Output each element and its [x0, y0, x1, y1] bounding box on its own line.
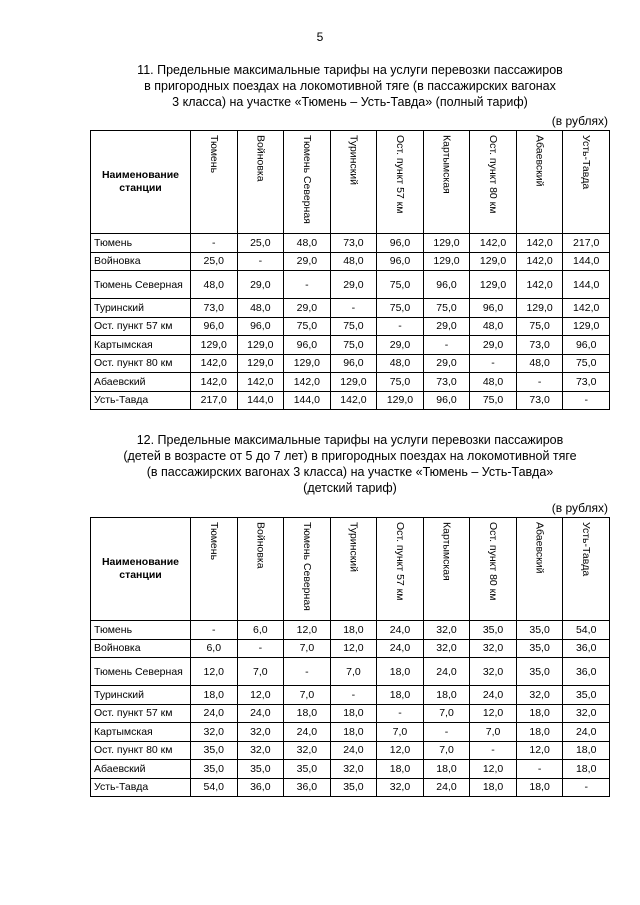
table1-title-line: в пригородных поездах на локомотивной тяге (в пассажирских вагонах — [144, 79, 556, 93]
fare-cell: 96,0 — [237, 317, 284, 336]
table1-units-label: (в рублях) — [551, 114, 608, 128]
fare-cell: 32,0 — [237, 741, 284, 760]
fare-cell: 54,0 — [191, 778, 238, 797]
fare-cell: 129,0 — [563, 317, 610, 336]
header-corner-line: Наименование — [101, 169, 180, 181]
fare-cell: 32,0 — [423, 639, 470, 658]
column-header-label: Картымская — [440, 135, 453, 194]
fare-cell: 18,0 — [377, 686, 424, 705]
fare-cell: 32,0 — [516, 686, 563, 705]
fare-cell: 35,0 — [191, 760, 238, 779]
column-header — [516, 131, 563, 234]
fare-cell: 35,0 — [516, 639, 563, 658]
table-row — [91, 723, 610, 742]
column-header — [284, 518, 331, 621]
fare-cell: 24,0 — [423, 778, 470, 797]
column-header — [191, 131, 238, 234]
table-row — [91, 299, 610, 318]
fare-cell: - — [516, 760, 563, 779]
fare-cell: 96,0 — [423, 391, 470, 410]
fare-cell: 32,0 — [423, 621, 470, 640]
column-header — [191, 518, 238, 621]
table-row — [91, 234, 610, 253]
fare-cell: 96,0 — [423, 271, 470, 299]
fare-cell: 129,0 — [470, 252, 517, 271]
fare-cell: 24,0 — [423, 658, 470, 686]
fare-cell: 129,0 — [470, 271, 517, 299]
table-row — [91, 639, 610, 658]
row-station-name: Тюмень — [91, 621, 191, 640]
table1-title-line: 3 класса) на участке «Тюмень – Усть-Тавда» (полный тариф) — [172, 95, 528, 109]
header-corner — [91, 131, 191, 234]
fare-cell: 48,0 — [470, 317, 517, 336]
header-corner-line: Наименование — [101, 556, 180, 568]
fare-cell: 35,0 — [470, 621, 517, 640]
fare-cell: 25,0 — [191, 252, 238, 271]
fare-cell: 48,0 — [284, 234, 331, 253]
table-row — [91, 686, 610, 705]
fare-cell: 32,0 — [563, 704, 610, 723]
table2-units-label: (в рублях) — [551, 501, 608, 515]
column-header — [284, 131, 331, 234]
fare-cell: 142,0 — [563, 299, 610, 318]
fare-cell: - — [191, 234, 238, 253]
fare-cell: 142,0 — [284, 373, 331, 392]
column-header — [377, 518, 424, 621]
fare-cell: 75,0 — [563, 354, 610, 373]
fare-cell: 24,0 — [237, 704, 284, 723]
row-station-name: Ост. пункт 57 км — [91, 704, 191, 723]
row-station-name: Войновка — [91, 252, 191, 271]
row-station-name: Абаевский — [91, 760, 191, 779]
column-header — [470, 131, 517, 234]
fare-cell: 32,0 — [284, 741, 331, 760]
fare-cell: 29,0 — [423, 317, 470, 336]
fare-cell: 32,0 — [191, 723, 238, 742]
fare-cell: 48,0 — [237, 299, 284, 318]
page-number: 5 — [316, 30, 324, 44]
row-station-name: Ост. пункт 80 км — [91, 354, 191, 373]
row-station-name: Картымская — [91, 336, 191, 355]
fare-cell: 12,0 — [470, 704, 517, 723]
row-station-name: Тюмень Северная — [91, 658, 191, 686]
fare-cell: 75,0 — [377, 271, 424, 299]
fare-cell: 24,0 — [377, 621, 424, 640]
table-row — [91, 373, 610, 392]
fare-cell: 7,0 — [423, 704, 470, 723]
table2-title-line: (в пассажирских вагонах 3 класса) на участке «Тюмень – Усть-Тавда» — [146, 465, 554, 479]
fare-cell: 29,0 — [470, 336, 517, 355]
fare-cell: 25,0 — [237, 234, 284, 253]
fare-cell: 18,0 — [470, 778, 517, 797]
row-station-name: Усть-Тавда — [91, 778, 191, 797]
fare-cell: 142,0 — [516, 234, 563, 253]
fare-cell: 7,0 — [284, 639, 331, 658]
table-row — [91, 391, 610, 410]
column-header-label: Усть-Тавда — [580, 135, 593, 190]
fare-cell: 142,0 — [237, 373, 284, 392]
fare-cell: 96,0 — [563, 336, 610, 355]
fare-cell: 18,0 — [377, 658, 424, 686]
fare-cell: 217,0 — [563, 234, 610, 253]
fare-cell: 129,0 — [237, 354, 284, 373]
header-corner-line: станции — [119, 182, 162, 194]
table-row — [91, 658, 610, 686]
fare-cell: 36,0 — [284, 778, 331, 797]
fare-cell: 7,0 — [237, 658, 284, 686]
fare-cell: 18,0 — [423, 760, 470, 779]
fare-cell: 24,0 — [377, 639, 424, 658]
table-row — [91, 271, 610, 299]
table-row — [91, 621, 610, 640]
fare-cell: 73,0 — [516, 391, 563, 410]
fare-cell: 35,0 — [516, 658, 563, 686]
fare-cell: 73,0 — [423, 373, 470, 392]
fare-cell: 75,0 — [516, 317, 563, 336]
fare-cell: 32,0 — [470, 639, 517, 658]
column-header-label: Ост. пункт 80 км — [487, 522, 500, 601]
table2-fare-table — [90, 517, 610, 797]
fare-cell: 36,0 — [237, 778, 284, 797]
fare-cell: - — [423, 723, 470, 742]
table1-title — [90, 62, 610, 110]
fare-cell: 35,0 — [563, 686, 610, 705]
fare-cell: - — [284, 271, 331, 299]
fare-cell: - — [237, 639, 284, 658]
fare-cell: 75,0 — [377, 373, 424, 392]
table-row — [91, 317, 610, 336]
table-row — [91, 778, 610, 797]
fare-cell: 18,0 — [423, 686, 470, 705]
column-header — [563, 131, 610, 234]
fare-cell: 24,0 — [470, 686, 517, 705]
fare-cell: 7,0 — [377, 723, 424, 742]
fare-cell: 29,0 — [423, 354, 470, 373]
fare-cell: 24,0 — [191, 704, 238, 723]
fare-cell: 144,0 — [563, 271, 610, 299]
fare-cell: 35,0 — [237, 760, 284, 779]
row-station-name: Тюмень Северная — [91, 271, 191, 299]
fare-cell: 18,0 — [284, 704, 331, 723]
fare-cell: 48,0 — [470, 373, 517, 392]
fare-cell: 73,0 — [191, 299, 238, 318]
fare-cell: 29,0 — [330, 271, 377, 299]
fare-cell: 96,0 — [191, 317, 238, 336]
fare-cell: 12,0 — [516, 741, 563, 760]
fare-cell: 142,0 — [330, 391, 377, 410]
fare-cell: 129,0 — [423, 252, 470, 271]
fare-cell: 18,0 — [191, 686, 238, 705]
fare-cell: 75,0 — [470, 391, 517, 410]
column-header-label: Усть-Тавда — [580, 522, 593, 577]
column-header — [237, 518, 284, 621]
fare-cell: 96,0 — [377, 234, 424, 253]
column-header-label: Картымская — [440, 522, 453, 581]
fare-cell: 73,0 — [563, 373, 610, 392]
fare-cell: - — [470, 741, 517, 760]
fare-cell: 12,0 — [237, 686, 284, 705]
table-row — [91, 252, 610, 271]
fare-cell: 36,0 — [563, 658, 610, 686]
header-corner — [91, 518, 191, 621]
fare-cell: 129,0 — [423, 234, 470, 253]
fare-cell: 32,0 — [377, 778, 424, 797]
fare-cell: 144,0 — [563, 252, 610, 271]
column-header — [563, 518, 610, 621]
fare-cell: 129,0 — [377, 391, 424, 410]
fare-cell: - — [191, 621, 238, 640]
column-header-label: Ост. пункт 57 км — [393, 135, 406, 214]
row-station-name: Войновка — [91, 639, 191, 658]
fare-cell: - — [470, 354, 517, 373]
fare-cell: 29,0 — [284, 299, 331, 318]
table2-title — [90, 432, 610, 496]
header-corner-line: станции — [119, 569, 162, 581]
column-header — [423, 131, 470, 234]
fare-cell: 96,0 — [470, 299, 517, 318]
fare-cell: 32,0 — [330, 760, 377, 779]
fare-cell: 29,0 — [237, 271, 284, 299]
fare-cell: 6,0 — [191, 639, 238, 658]
fare-cell: 35,0 — [330, 778, 377, 797]
fare-cell: 18,0 — [330, 723, 377, 742]
fare-cell: 12,0 — [191, 658, 238, 686]
fare-cell: 18,0 — [330, 621, 377, 640]
table-row — [91, 741, 610, 760]
column-header-label: Тюмень — [207, 135, 220, 174]
row-station-name: Усть-Тавда — [91, 391, 191, 410]
fare-cell: 36,0 — [563, 639, 610, 658]
fare-cell: 18,0 — [516, 723, 563, 742]
fare-cell: 24,0 — [284, 723, 331, 742]
column-header-label: Тюмень Северная — [300, 522, 313, 611]
table1-title-line: 11. Предельные максимальные тарифы на услуги перевозки пассажиров — [137, 63, 563, 77]
column-header-label: Абаевский — [533, 522, 546, 574]
fare-cell: 129,0 — [191, 336, 238, 355]
column-header — [470, 518, 517, 621]
fare-cell: - — [563, 391, 610, 410]
fare-cell: 18,0 — [377, 760, 424, 779]
column-header-label: Абаевский — [533, 135, 546, 187]
fare-cell: 6,0 — [237, 621, 284, 640]
column-header-label: Тюмень — [207, 522, 220, 561]
row-station-name: Туринский — [91, 299, 191, 318]
fare-cell: 73,0 — [330, 234, 377, 253]
fare-cell: 12,0 — [330, 639, 377, 658]
row-station-name: Тюмень — [91, 234, 191, 253]
fare-cell: 96,0 — [330, 354, 377, 373]
fare-cell: 75,0 — [377, 299, 424, 318]
column-header-label: Туринский — [347, 135, 360, 186]
fare-cell: 18,0 — [563, 760, 610, 779]
fare-cell: 142,0 — [516, 252, 563, 271]
fare-cell: 54,0 — [563, 621, 610, 640]
fare-cell: 12,0 — [284, 621, 331, 640]
column-header — [423, 518, 470, 621]
row-station-name: Туринский — [91, 686, 191, 705]
column-header — [330, 518, 377, 621]
fare-cell: 18,0 — [516, 778, 563, 797]
fare-cell: 35,0 — [191, 741, 238, 760]
table-row — [91, 760, 610, 779]
fare-cell: 142,0 — [470, 234, 517, 253]
fare-cell: 7,0 — [284, 686, 331, 705]
fare-cell: 75,0 — [330, 317, 377, 336]
fare-cell: 129,0 — [284, 354, 331, 373]
table-row — [91, 336, 610, 355]
fare-cell: 96,0 — [284, 336, 331, 355]
fare-cell: 24,0 — [563, 723, 610, 742]
column-header — [330, 131, 377, 234]
fare-cell: 144,0 — [284, 391, 331, 410]
fare-cell: 96,0 — [377, 252, 424, 271]
fare-cell: 73,0 — [516, 336, 563, 355]
fare-cell: 35,0 — [284, 760, 331, 779]
fare-cell: - — [377, 317, 424, 336]
fare-cell: 48,0 — [516, 354, 563, 373]
fare-cell: - — [330, 299, 377, 318]
fare-cell: 18,0 — [516, 704, 563, 723]
fare-cell: 75,0 — [423, 299, 470, 318]
column-header-label: Войновка — [254, 135, 267, 182]
fare-cell: - — [330, 686, 377, 705]
fare-cell: 32,0 — [237, 723, 284, 742]
fare-cell: 18,0 — [330, 704, 377, 723]
fare-cell: - — [377, 704, 424, 723]
fare-cell: 48,0 — [330, 252, 377, 271]
fare-cell: 75,0 — [284, 317, 331, 336]
fare-cell: 217,0 — [191, 391, 238, 410]
table1-fare-table — [90, 130, 610, 410]
fare-cell: 48,0 — [377, 354, 424, 373]
fare-cell: 24,0 — [330, 741, 377, 760]
column-header-label: Ост. пункт 80 км — [487, 135, 500, 214]
row-station-name: Ост. пункт 57 км — [91, 317, 191, 336]
fare-cell: 142,0 — [191, 373, 238, 392]
fare-cell: 29,0 — [377, 336, 424, 355]
row-station-name: Абаевский — [91, 373, 191, 392]
fare-cell: - — [237, 252, 284, 271]
fare-cell: 48,0 — [191, 271, 238, 299]
table2-title-line: 12. Предельные максимальные тарифы на услуги перевозки пассажиров — [136, 433, 564, 447]
column-header-label: Туринский — [347, 522, 360, 573]
fare-cell: 12,0 — [470, 760, 517, 779]
fare-cell: 142,0 — [516, 271, 563, 299]
column-header — [377, 131, 424, 234]
fare-cell: 29,0 — [284, 252, 331, 271]
fare-cell: - — [423, 336, 470, 355]
column-header-label: Тюмень Северная — [300, 135, 313, 224]
row-station-name: Ост. пункт 80 км — [91, 741, 191, 760]
fare-cell: 7,0 — [330, 658, 377, 686]
fare-cell: 144,0 — [237, 391, 284, 410]
column-header — [516, 518, 563, 621]
fare-cell: - — [563, 778, 610, 797]
fare-cell: 129,0 — [330, 373, 377, 392]
fare-cell: 7,0 — [423, 741, 470, 760]
column-header-label: Ост. пункт 57 км — [393, 522, 406, 601]
fare-cell: 142,0 — [191, 354, 238, 373]
column-header — [237, 131, 284, 234]
fare-cell: 129,0 — [237, 336, 284, 355]
column-header-label: Войновка — [254, 522, 267, 569]
table-row — [91, 354, 610, 373]
fare-cell: 129,0 — [516, 299, 563, 318]
fare-cell: 75,0 — [330, 336, 377, 355]
fare-cell: 18,0 — [563, 741, 610, 760]
table2-title-line: (детей в возрасте от 5 до 7 лет) в пригородных поездах на локомотивной тяге — [123, 449, 577, 463]
fare-cell: - — [284, 658, 331, 686]
table-row — [91, 704, 610, 723]
fare-cell: 32,0 — [470, 658, 517, 686]
fare-cell: 7,0 — [470, 723, 517, 742]
row-station-name: Картымская — [91, 723, 191, 742]
table2-title-line: (детский тариф) — [303, 481, 397, 495]
fare-cell: 35,0 — [516, 621, 563, 640]
fare-cell: 12,0 — [377, 741, 424, 760]
fare-cell: - — [516, 373, 563, 392]
